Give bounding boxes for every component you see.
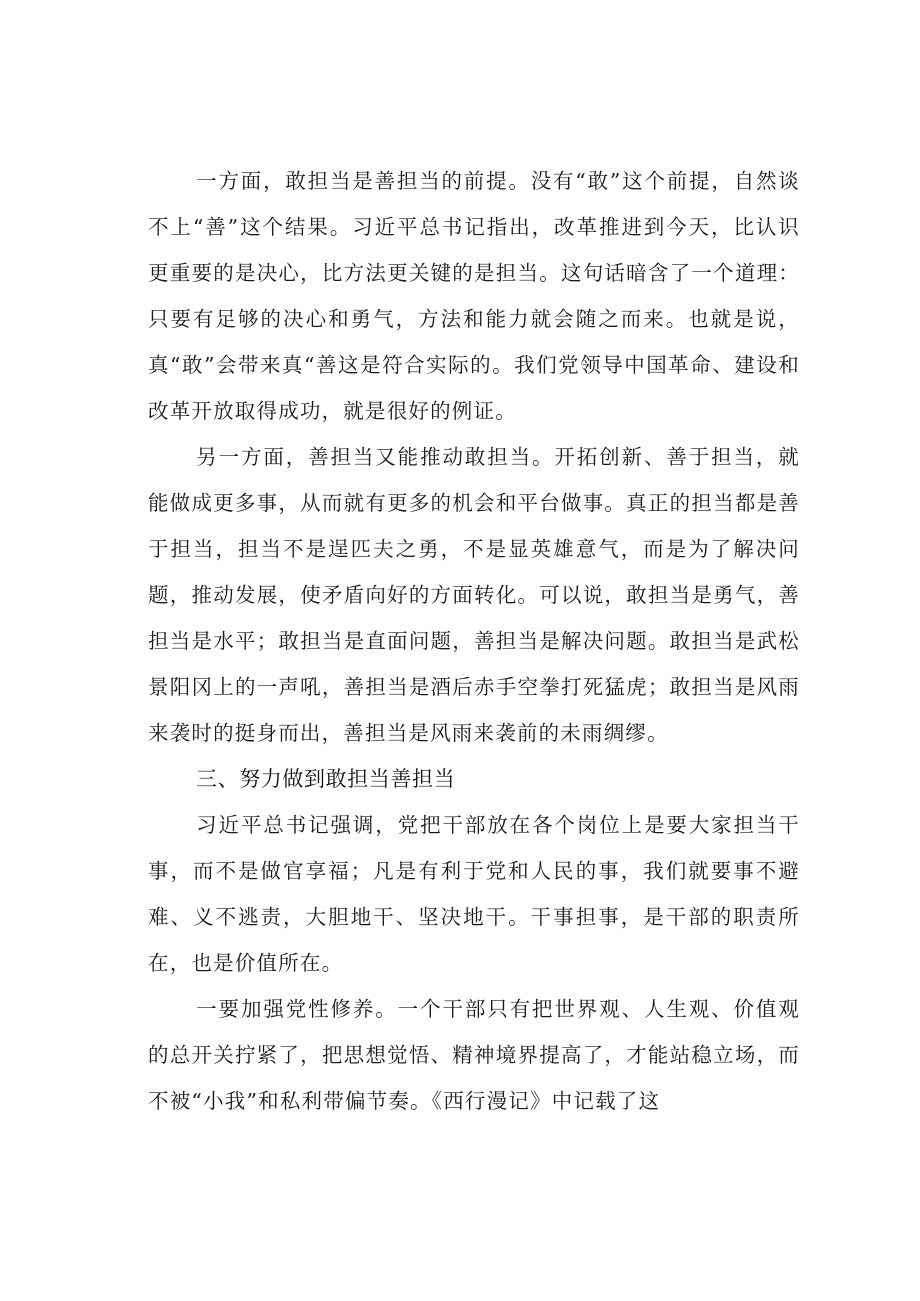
document-body	[148, 158, 800, 1124]
paragraph-promotion: 另一方面，善担当又能推动敢担当。开拓创新、善于担当，就能做成更多事，从而就有更多的机会和平台做事。真正的担当都是善于担当，担当不是逞匹夫之勇，不是显英雄意气，而是为了解决问题，推动发展，使矛盾向好的方面转化。可以说，敢担当是勇气，善担当是水平；敢担当是直面问题，善担当是解决问题。敢担当是武松景阳冈上的一声吼，善担当是酒后赤手空拳打死猛虎；敢担当是风雨来袭时的挺身而出，善担当是风雨来袭前的未雨绸缪。	[148, 445, 800, 745]
paragraph-responsibility: 习近平总书记强调，党把干部放在各个岗位上是要大家担当干事，而不是做官享福；凡是有利于党和人民的事，我们就要事不避难、义不逃责，大胆地干、坚决地干。干事担事，是干部的职责所在，也是价值所在。	[148, 813, 800, 975]
paragraph-party-spirit: 一要加强党性修养。一个干部只有把世界观、人生观、价值观的总开关拧紧了，把思想觉悟、精神境界提高了，才能站稳立场，而不被“小我”和私利带偏节奏。《西行漫记》中记载了这	[148, 997, 800, 1113]
section-heading: 三、努力做到敢担当善担当	[196, 767, 456, 791]
paragraph-premise: 一方面，敢担当是善担当的前提。没有“敢”这个前提，自然谈不上“善”这个结果。习近平总书记指出，改革推进到今天，比认识更重要的是决心，比方法更关键的是担当。这句话暗含了一个道理：只要有足够的决心和勇气，方法和能力就会随之而来。也就是说，真“敢”会带来真“善这是符合实际的。我们党领导中国革命、建设和改革开放取得成功，就是很好的例证。	[148, 169, 800, 423]
